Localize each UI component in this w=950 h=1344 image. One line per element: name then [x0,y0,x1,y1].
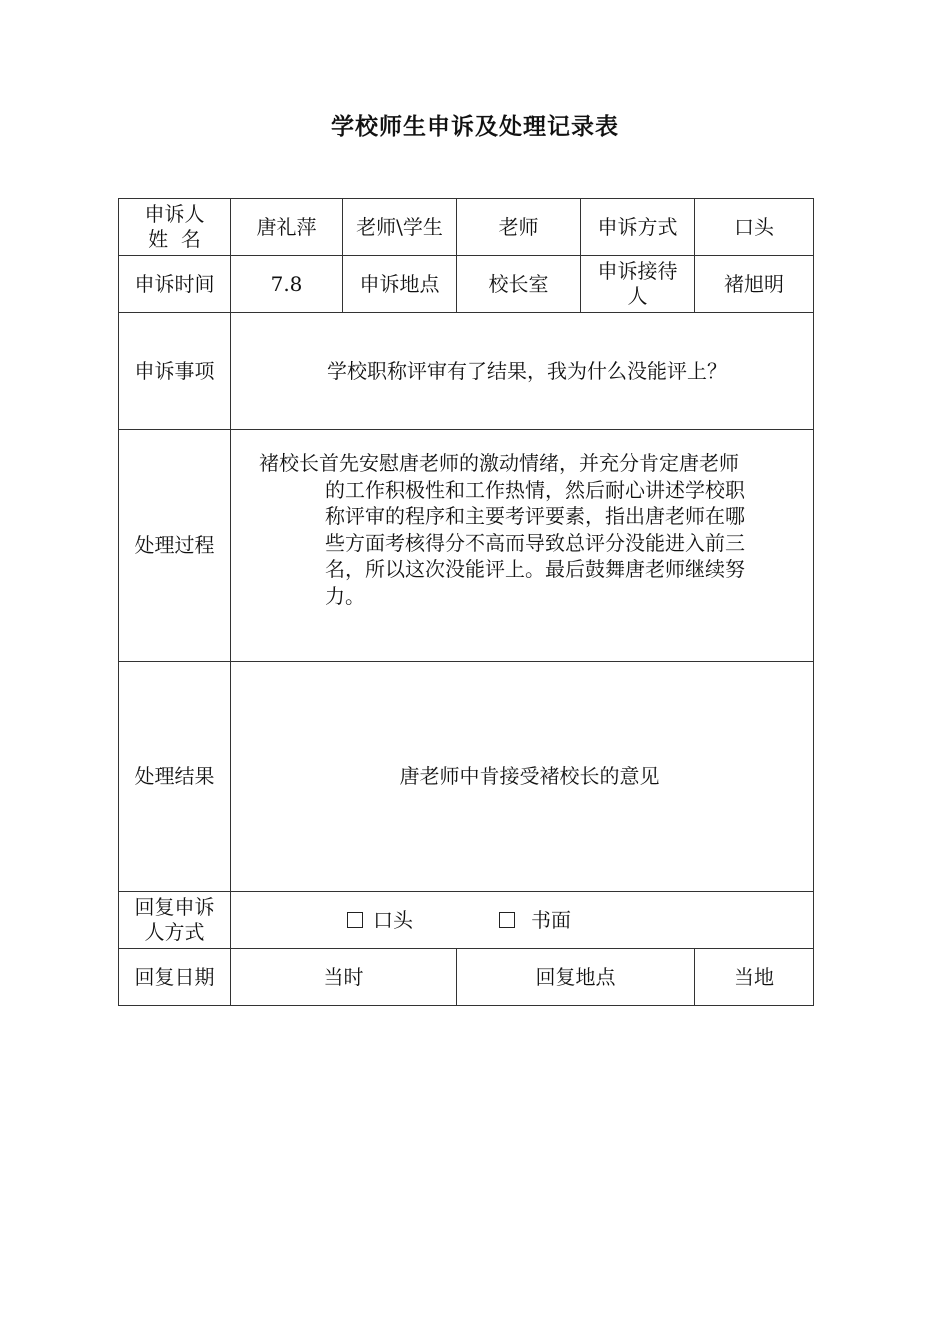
reply-date-value: 当时 [231,949,457,1006]
complaint-record-table [118,198,814,1006]
complaint-receiver-value: 褚旭明 [695,256,814,313]
row-handling-process [119,430,814,662]
handling-result-text: 唐老师中肯接受褚校长的意见 [399,764,660,788]
row-complainant [119,199,814,256]
role-value: 老师 [457,199,581,256]
handling-process-text: 褚校长首先安慰唐老师的激动情绪，并充分肯定唐老师 的工作积极性和工作热情，然后耐心讲述学校职 称评审的程序和主要考评要素，指出唐老师在哪 些方面考核得分不高而导致总评分没能进入前三 名，所以这次没能评上。最后鼓舞唐老师继续努 力。 [259,451,745,608]
reply-date-label: 回复日期 [119,949,231,1006]
written-option-label: 书面 [531,907,571,932]
handling-process-label: 处理过程 [119,430,231,662]
reply-place-label: 回复地点 [457,949,695,1006]
complaint-place-label: 申诉地点 [343,256,457,313]
complainant-name-value: 唐礼萍 [231,199,343,256]
row-reply-date [119,949,814,1006]
complaint-matter-text: 学校职称评审有了结果，我为什么没能评上？ [327,358,727,383]
row-complaint-matter [119,313,814,430]
complaint-method-label: 申诉方式 [581,199,695,256]
complaint-place-value: 校长室 [457,256,581,313]
oral-checkbox[interactable] [347,912,363,928]
reply-method-options [231,892,814,949]
complainant-name-label: 申诉人 姓 名 [119,199,231,256]
complaint-method-value: 口头 [695,199,814,256]
complaint-matter-cell [231,313,814,430]
handling-result-label: 处理结果 [119,662,231,892]
complaint-time-label: 申诉时间 [119,256,231,313]
reply-method-oral-option[interactable] [347,908,413,933]
row-complaint-time [119,256,814,313]
row-reply-method [119,892,814,949]
reply-method-label: 回复申诉 人方式 [119,892,231,949]
complaint-matter-label: 申诉事项 [119,313,231,430]
handling-result-cell [231,662,814,892]
reply-method-written-option[interactable] [499,908,571,933]
complaint-time-value: 7.8 [231,256,343,313]
handling-process-cell [231,430,814,662]
oral-option-label: 口头 [373,907,413,932]
role-label: 老师\学生 [343,199,457,256]
written-checkbox[interactable] [499,912,515,928]
row-handling-result [119,662,814,892]
complaint-receiver-label: 申诉接待 人 [581,256,695,313]
reply-place-value: 当地 [695,949,814,1006]
document-title: 学校师生申诉及处理记录表 [331,113,619,140]
